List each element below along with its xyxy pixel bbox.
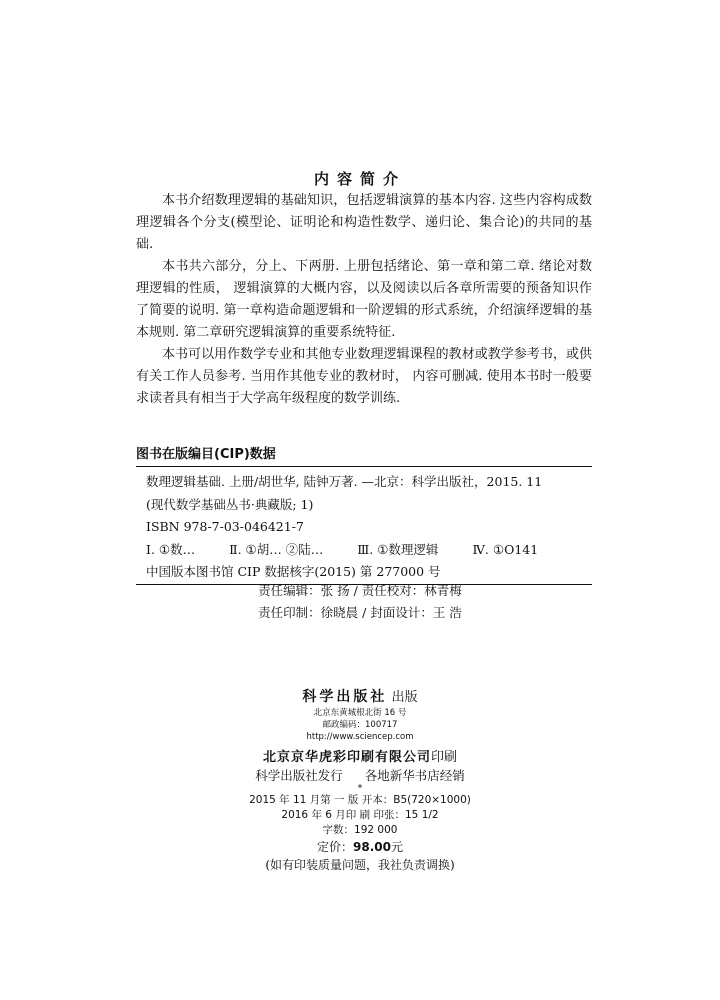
editor-credits [0, 580, 720, 624]
cip-number: 中国版本图书馆 CIP 数据核字(2015) 第 277000 号 [146, 564, 441, 579]
price-line [0, 838, 720, 856]
publisher-suffix: 出版 [391, 690, 418, 705]
sellers: 各地新华书店经销 [364, 768, 465, 783]
cip-class-4: Ⅳ. ①O141 [472, 541, 539, 557]
publisher-address: 北京东黄城根北街 16 号 [313, 708, 407, 718]
imprint [0, 688, 720, 874]
separator-star: * [357, 784, 363, 794]
printing-row [0, 808, 720, 823]
publisher-postcode: 邮政编码：100717 [322, 720, 398, 730]
summary-paragraph-1: 本书介绍数理逻辑的基础知识，包括逻辑演算的基本内容. 这些内容构成数理逻辑各个分支(模型论、证明论和构造性数学、递归论、集合论)的共同的基础. [136, 193, 592, 252]
price-value: 98.00 [353, 840, 391, 854]
printer-name: 北京京华虎彩印刷有限公司 [262, 750, 431, 765]
printer-line [0, 749, 720, 767]
edition-date: 2015 年 11 月第 一 版 [249, 794, 359, 806]
cip-series-line: (现代数学基础丛书·典藏版; 1) [146, 496, 314, 512]
cip-isbn: ISBN 978-7-03-046421-7 [146, 519, 304, 534]
issuer: 科学出版社发行 [255, 768, 343, 783]
word-count: 字数：192 000 [322, 824, 398, 836]
cip-block [136, 443, 592, 585]
cip-title-line: 数理逻辑基础. 上册/胡世华, 陆钟万著. —北京：科学出版社，2015. 11 [146, 474, 543, 489]
cip-heading: 图书在版编目(CIP)数据 [136, 443, 592, 467]
summary-title: 内容简介 [313, 170, 406, 188]
cip-body [136, 467, 592, 585]
summary-text [136, 190, 592, 410]
sheets: 刷 印张：15 1/2 [359, 809, 439, 821]
quality-note: (如有印装质量问题，我社负责调换) [265, 858, 455, 872]
cip-class-3: Ⅲ. ①数理逻辑 [357, 541, 439, 557]
price-unit: 元 [390, 840, 403, 854]
printer-suffix: 印刷 [431, 750, 458, 765]
cip-classification [146, 539, 592, 562]
editor-line-2: 责任印制：徐晓晨 / 封面设计：王 浩 [258, 605, 462, 620]
edition-row [0, 793, 720, 808]
publisher-website: http://www.sciencep.com [306, 732, 414, 742]
publisher-line [0, 688, 720, 707]
format: 开本：B5(720×1000) [361, 794, 471, 806]
cip-class-2: Ⅱ. ①胡… ②陆… [229, 541, 324, 557]
editor-line-1: 责任编辑：张 扬 / 责任校对：林青梅 [258, 583, 462, 598]
summary-paragraph-2: 本书共六部分，分上、下两册. 上册包括绪论、第一章和第二章. 绪论对数理逻辑的性质， 逻辑演算的大概内容，以及阅读以后各章所需要的预备知识作了简要的说明. 第一章构造命题逻辑和一阶逻辑的形式系统，介绍演绎逻辑的基本规则. 第二章研究逻辑演算的重要系统特征. [136, 259, 592, 340]
distribution-line [0, 767, 720, 785]
summary-paragraph-3: 本书可以用作数学专业和其他专业数理逻辑课程的教材或教学参考书，或供有关工作人员参考. 当用作其他专业的教材时， 内容可删减. 使用本书时一般要求读者具有相当于大学高年级程度的数学训练. [136, 347, 592, 406]
publisher-name: 科学出版社 [302, 689, 388, 705]
cip-class-1: Ⅰ. ①数… [146, 541, 196, 557]
publication-info [0, 793, 720, 838]
printing-date: 2016 年 6 月印 [281, 809, 357, 821]
price-label: 定价： [317, 840, 354, 854]
